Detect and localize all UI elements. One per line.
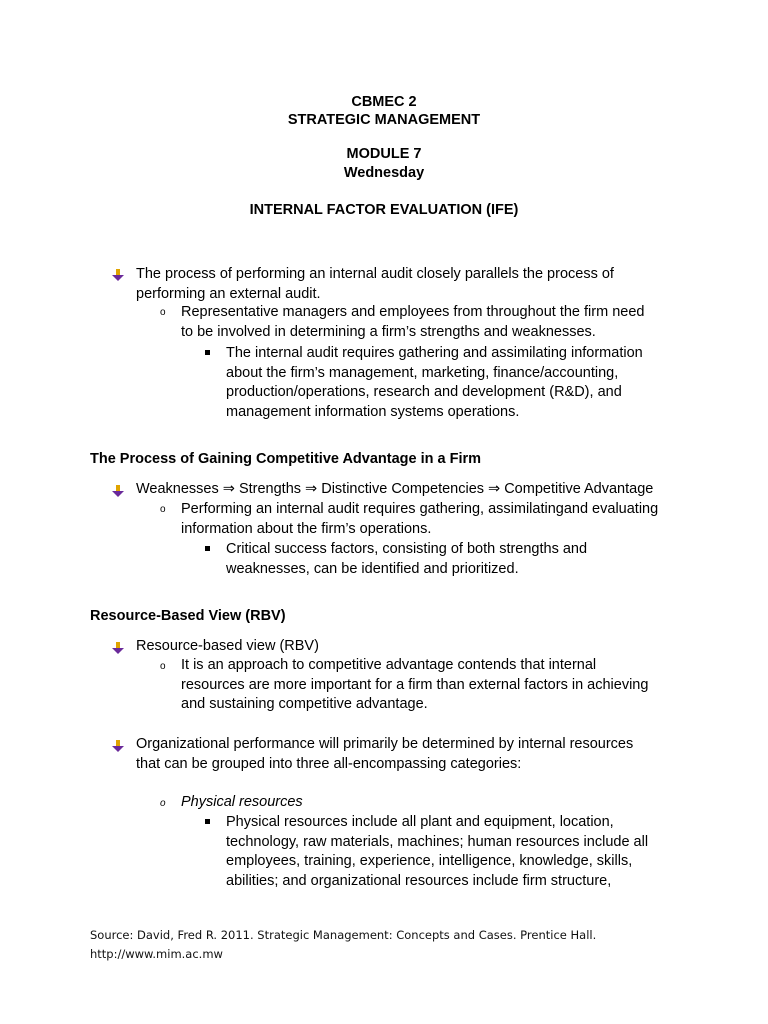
arrow-bullet-icon: [111, 484, 125, 498]
square-bullet-icon: [205, 350, 210, 355]
rbv-bullet: Resource-based view (RBV): [136, 638, 319, 654]
ife-representatives-point: Representative managers and employees from throughout the firm need to be involved in determining a firm’s strengths and weaknesses.: [181, 304, 645, 340]
competitive-advantage-audit-point: Performing an internal audit requires gathering, assimilatingand evaluating information about the firm’s operations.: [181, 501, 659, 537]
module-day: Wednesday: [343, 165, 425, 181]
module-number: MODULE 7: [346, 146, 422, 162]
source-citation: Source: David, Fred R. 2011. Strategic Management: Concepts and Cases. Prentice Hall.: [90, 928, 597, 942]
circle-bullet-icon: o: [160, 307, 166, 318]
physical-resources-point: Physical resources: [181, 794, 303, 810]
course-code: CBMEC 2: [351, 94, 417, 110]
module-topic: INTERNAL FACTOR EVALUATION (IFE): [249, 202, 519, 218]
source-link[interactable]: http://www.mim.ac.mw: [90, 947, 223, 961]
square-bullet-icon: [205, 819, 210, 824]
circle-bullet-icon: o: [160, 661, 166, 672]
ife-audit-bullet: The process of performing an internal audit closely parallels the process of performing an external audit.: [136, 266, 614, 302]
rbv-approach-point: It is an approach to competitive advantage contends that internal resources are more important for a firm than external factors in achieving and sustaining competitive advantage.: [181, 657, 649, 712]
ife-audit-info-point: The internal audit requires gathering and assimilating information about the firm’s management, marketing, finance/accounting, production/operations, research and development (R&D), and management information systems operations.: [226, 345, 643, 420]
section-heading-competitive-advantage: The Process of Gaining Competitive Advantage in a Firm: [90, 451, 482, 467]
circle-bullet-icon: o: [160, 504, 166, 515]
footer-source: [90, 926, 596, 964]
square-bullet-icon: [205, 546, 210, 551]
organizational-performance-bullet: Organizational performance will primarily be determined by internal resources that can be grouped into three all-encompassing categories:: [136, 736, 634, 772]
course-name: STRATEGIC MANAGEMENT: [287, 112, 481, 128]
competitive-advantage-chain: Weaknesses ⇒ Strengths ⇒ Distinctive Competencies ⇒ Competitive Advantage: [136, 481, 654, 497]
arrow-bullet-icon: [111, 739, 125, 753]
arrow-bullet-icon: [111, 641, 125, 655]
section-heading-rbv: Resource-Based View (RBV): [90, 608, 286, 624]
critical-success-factors-point: Critical success factors, consisting of both strengths and weaknesses, can be identified and prioritized.: [226, 541, 588, 577]
circle-bullet-icon: o: [160, 798, 166, 809]
physical-resources-detail: Physical resources include all plant and equipment, location, technology, raw materials, machines; human resources include all employees, training, experience, intelligence, knowledge, skills, abilities; and organizational resources include firm structure,: [226, 814, 649, 889]
arrow-bullet-icon: [111, 268, 125, 282]
